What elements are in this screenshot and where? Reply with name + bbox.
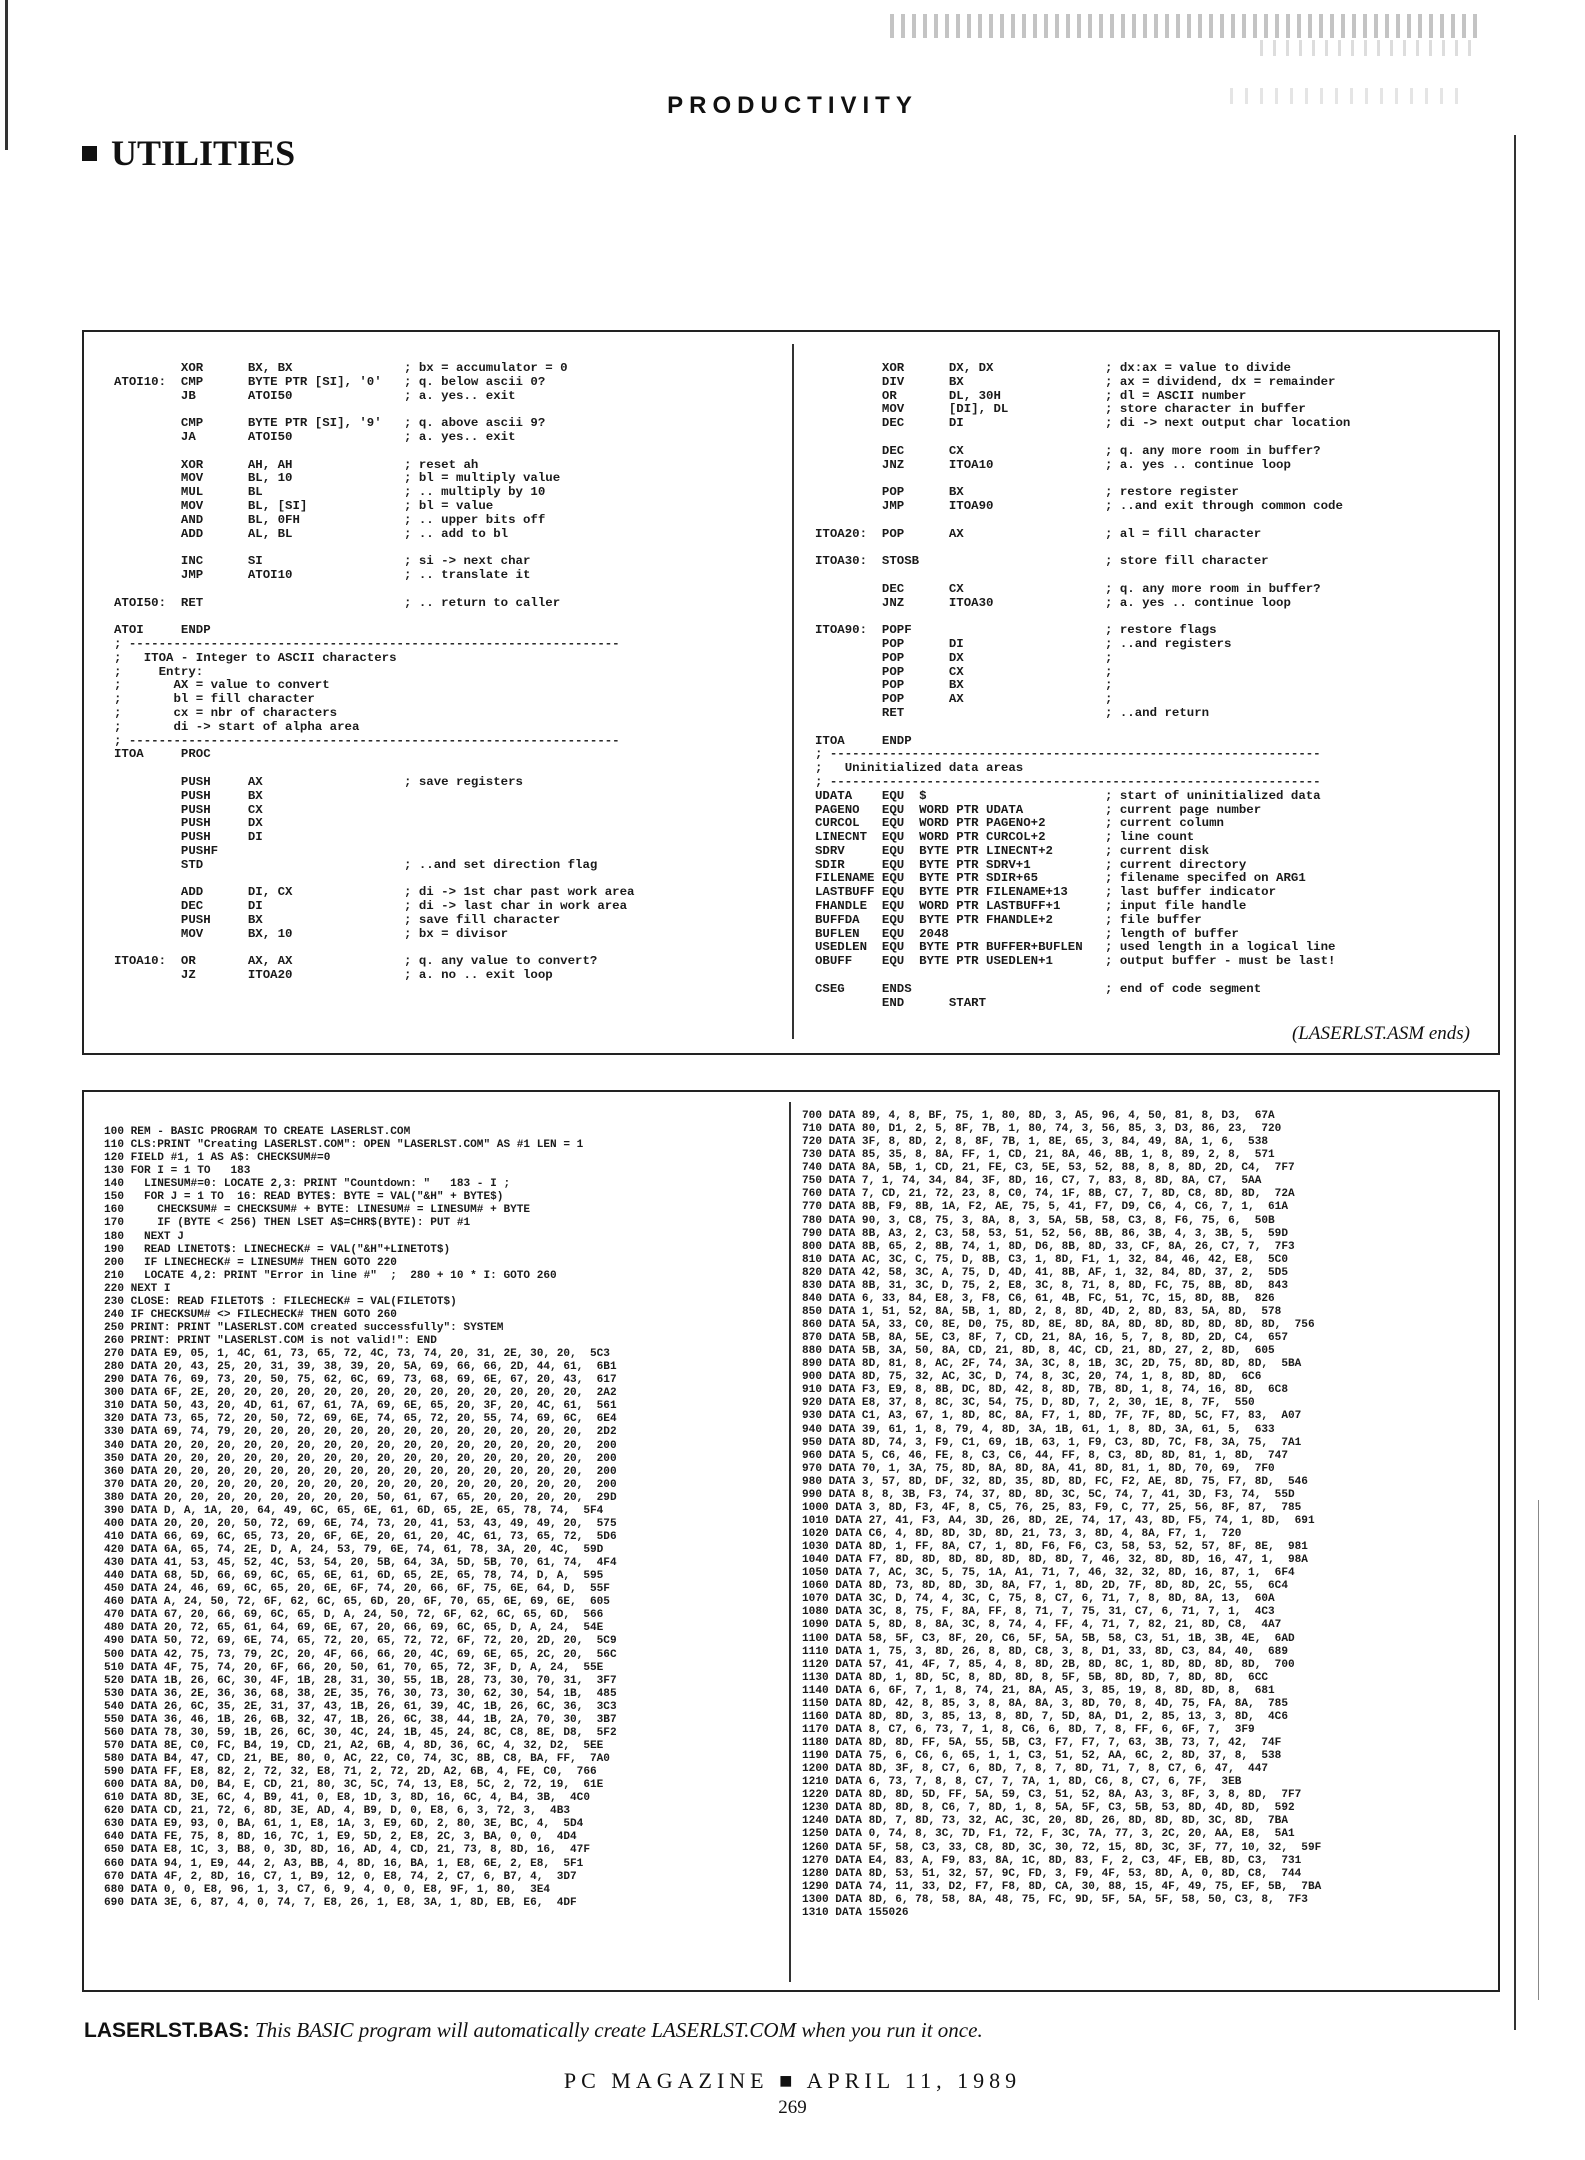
asm-listing-left: XOR BX, BX ; bx = accumulator = 0 ATOI10: CMP BYTE PTR [SI], '0' ; q. below ascii 0? JB ATOI50 ; a. yes.. exit CMP BYTE PTR [SI], '9' ; q. above ascii 9? JA ATOI50 ; a. yes.. exit XOR AH, AH ; reset ah MOV BL, 10 ; bl = multiply value MUL BL ; .. multiply by 10 MOV BL, [SI] ; bl = value AND BL, 0FH ; .. upper bits off ADD AL, BL ; .. add to bl INC SI ; si -> next char JMP ATOI10 ; .. translate it ATOI50: RET ; .. return to caller ATOI ENDP ; ------------------------------------------------------------------ ; ITOA - Integer to ASCII characters ; Entry: ; AX = value to convert ; bl = fill character ; cx = nbr of characters ; di -> start of alpha area ; ------------------------------------------------------------------ ITOA PROC PUSH AX ; save registers PUSH BX PUSH CX PUSH DX PUSH DI PUSHF STD ; ..and set direction flag ADD DI, CX ; di -> 1st char past work area DEC DI ; di -> last char in work area PUSH BX ; save fill character MOV BX, 10 ; bx = divisor ITOA10: OR AX, AX ; q. any value to convert? JZ ITOA20 ; a. no .. exit loop <box>114 361 635 983</box>
bas-listing-left: 100 REM - BASIC PROGRAM TO CREATE LASERLST.COM 110 CLS:PRINT "Creating LASERLST.COM": OPEN "LASERLST.COM" AS #1 LEN = 1 120 FIELD #1, 1 AS A$: CHECKSUM#=0 130 FOR I = 1 TO 183 140 LINESUM#=0: LOCATE 2,3: PRINT "Countdown: " 183 - I ; 150 FOR J = 1 TO 16: READ BYTE$: BYTE = VAL("&H" + BYTE$) 160 CHECKSUM# = CHECKSUM# + BYTE: LINESUM# = LINESUM# + BYTE 170 IF (BYTE < 256) THEN LSET A$=CHR$(BYTE): PUT #1 180 NEXT J 190 READ LINETOT$: LINECHECK# = VAL("&H"+LINETOT$) 200 IF LINECHECK# = LINESUM# THEN GOTO 220 210 LOCATE 4,2: PRINT "Error in line #" ; 280 + 10 * I: GOTO 260 220 NEXT I 230 CLOSE: READ FILETOT$ : FILECHECK# = VAL(FILETOT$) 240 IF CHECKSUM# <> FILECHECK# THEN GOTO 260 250 PRINT: PRINT "LASERLST.COM created successfully": SYSTEM 260 PRINT: PRINT "LASERLST.COM is not valid!": END 270 DATA E9, 05, 1, 4C, 61, 73, 65, 72, 4C, 73, 74, 20, 31, 2E, 30, 20, 5C3 280 DATA 20, 43, 25, 20, 31, 39, 38, 39, 20, 5A, 69, 66, 66, 2D, 44, 61, 6B1 290 DATA 76, 69, 73, 20, 50, 75, 62, 6C, 69, 73, 68, 69, 6E, 67, 20, 43, 617 300 DATA 6F, 2E, 20, 20, 20, 20, 20, 20, 20, 20, 20, 20, 20, 20, 20, 20, 2A2 310 DATA 50, 43, 20, 4D, 61, 67, 61, 7A, 69, 6E, 65, 20, 3F, 20, 4C, 61, 561 320 DATA 73, 65, 72, 20, 50, 72, 69, 6E, 74, 65, 72, 20, 55, 74, 69, 6C, 6E4 330 DATA 69, 74, 79, 20, 20, 20, 20, 20, 20, 20, 20, 20, 20, 20, 20, 20, 2D2 340 DATA 20, 20, 20, 20, 20, 20, 20, 20, 20, 20, 20, 20, 20, 20, 20, 20, 200 350 DATA 20, 20, 20, 20, 20, 20, 20, 20, 20, 20, 20, 20, 20, 20, 20, 20, 200 360 DATA 20, 20, 20, 20, 20, 20, 20, 20, 20, 20, 20, 20, 20, 20, 20, 20, 200 370 DATA 20, 20, 20, 20, 20, 20, 20, 20, 20, 20, 20, 20, 20, 20, 20, 20, 200 380 DATA 20, 20, 20, 20, 20, 20, 20, 20, 50, 61, 67, 65, 20, 20, 20, 20, 29D 390 DATA D, A, 1A, 20, 64, 49, 6C, 65, 6E, 61, 6D, 65, 2E, 65, 78, 74, 5F4 400 DATA 20, 20, 20, 50, 72, 69, 6E, 74, 73, 20, 41, 53, 43, 49, 49, 20, 575 410 DATA 66, 69, 6C, 65, 73, 20, 6F, 6E, 20, 61, 20, 4C, 61, 73, 65, 72, 5D6 420 DATA 6A, 65, 74, 2E, D, A, 24, 53, 79, 6E, 74, 61, 78, 3A, 20, 4C, 59D 430 DATA 41, 53, 45, 52, 4C, 53, 54, 20, 5B, 64, 3A, 5D, 5B, 70, 61, 74, 4F4 440 DATA 68, 5D, 66, 69, 6C, 65, 6E, 61, 6D, 65, 2E, 65, 78, 74, D, A, 595 450 DATA 24, 46, 69, 6C, 65, 20, 6E, 6F, 74, 20, 66, 6F, 75, 6E, 64, D, 55F 460 DATA A, 24, 50, 72, 6F, 62, 6C, 65, 6D, 20, 6F, 70, 65, 6E, 69, 6E, 605 470 DATA 67, 20, 66, 69, 6C, 65, D, A, 24, 50, 72, 6F, 62, 6C, 65, 6D, 566 480 DATA 20, 72, 65, 61, 64, 69, 6E, 67, 20, 66, 69, 6C, 65, D, A, 24, 54E 490 DATA 50, 72, 69, 6E, 74, 65, 72, 20, 65, 72, 72, 6F, 72, 20, 2D, 20, 5C9 500 DATA 42, 75, 73, 79, 2C, 20, 4F, 66, 66, 20, 4C, 69, 6E, 65, 2C, 20, 56C 510 DATA 4F, 75, 74, 20, 6F, 66, 20, 50, 61, 70, 65, 72, 3F, D, A, 24, 55E 520 DATA 1B, 26, 6C, 30, 4F, 1B, 28, 31, 30, 55, 1B, 28, 73, 30, 70, 31, 3F7 530 DATA 36, 2E, 36, 36, 68, 38, 2E, 35, 76, 30, 73, 30, 62, 30, 54, 1B, 485 540 DATA 26, 6C, 35, 2E, 31, 37, 43, 1B, 26, 61, 39, 4C, 1B, 26, 6C, 36, 3C3 550 DATA 36, 46, 1B, 26, 6B, 32, 47, 1B, 26, 6C, 38, 44, 1B, 2A, 70, 30, 3B7 560 DATA 78, 30, 59, 1B, 26, 6C, 30, 4C, 24, 1B, 45, 24, 8C, C8, 8E, D8, 5F2 570 DATA 8E, C0, FC, B4, 19, CD, 21, A2, 6B, 4, 8D, 36, 6C, 4, 32, D2, 5EE 580 DATA B4, 47, CD, 21, BE, 80, 0, AC, 22, C0, 74, 3C, 8B, C8, BA, FF, 7A0 590 DATA FF, E8, 82, 2, 72, 32, E8, 71, 2, 72, 2D, A2, 6B, 4, FE, C0, 766 600 DATA 8A, D0, B4, E, CD, 21, 80, 3C, 5C, 74, 13, E8, 5C, 2, 72, 19, 61E 610 DATA 8D, 3E, 6C, 4, B9, 41, 0, E8, 1D, 3, 8D, 16, 6C, 4, B4, 3B, 4C0 620 DATA CD, 21, 72, 6, 8D, 3E, AD, 4, B9, D, 0, E8, 6, 3, 72, 3, 4B3 630 DATA E9, 93, 0, BA, 61, 1, E8, 1A, 3, E9, 6D, 2, 80, 3E, BC, 4, 5D4 640 DATA FE, 75, 8, 8D, 16, 7C, 1, E9, 5D, 2, E8, 2C, 3, BA, 0, 0, 4D4 650 DATA E8, 1C, 3, B8, 0, 3D, 8D, 16, AD, 4, CD, 21, 73, 8, 8D, 16, 47F 660 DATA 94, 1, E9, 44, 2, A3, BB, 4, 8D, 16, BA, 1, E8, 6E, 2, E8, 5F1 670 DATA 4F, 2, 8D, 16, C7, 1, B9, 12, 0, E8, 74, 2, C7, 6, B7, 4, 3D7 680 DATA 0, 0, E8, 96, 1, 3, C7, 6, 9, 4, 0, 0, E8, 9F, 1, 80, 3E4 690 DATA 3E, 6, 87, 4, 0, 74, 7, E8, 26, 1, E8, 3A, 1, 8D, EB, E6, 4DF <box>104 1126 617 1909</box>
caption-text: This BASIC program will automatically create LASERLST.COM when you run it once. <box>254 2018 983 2042</box>
page-number: 269 <box>778 2097 807 2118</box>
section-title <box>82 132 295 174</box>
asm-listing-box <box>82 330 1500 1055</box>
column-divider <box>792 344 794 1039</box>
scan-noise <box>890 14 1480 38</box>
square-bullet-icon <box>82 146 97 161</box>
page-edge-line <box>1514 135 1516 2030</box>
section-header: PRODUCTIVITY <box>667 92 918 119</box>
page-edge-line <box>5 0 8 150</box>
bas-listing-box <box>82 1090 1500 1992</box>
column-divider <box>789 1102 791 1982</box>
asm-end-caption: (LASERLST.ASM ends) <box>1291 1023 1470 1044</box>
page-edge-line <box>1538 1500 1539 2000</box>
figure-caption <box>84 2018 983 2043</box>
scan-noise <box>1260 40 1480 56</box>
bas-listing-right: 700 DATA 89, 4, 8, BF, 75, 1, 80, 8D, 3, A5, 96, 4, 50, 81, 8, D3, 67A 710 DATA 80, D1, 2, 5, 8F, 7B, 1, 80, 74, 3, 56, 85, 3, D3, 86, 23, 720 720 DATA 3F, 8, 8D, 2, 8, 8F, 7B, 1, 8E, 65, 3, 84, 49, 8A, 1, 6, 538 730 DATA 85, 35, 8, 8A, FF, 1, CD, 21, 8A, 46, 8B, 1, 8, 89, 2, 8, 571 740 DATA 8A, 5B, 1, CD, 21, FE, C3, 5E, 53, 52, 88, 8, 8, 8D, 2D, C4, 7F7 750 DATA 7, 1, 74, 34, 84, 3F, 8D, 16, C7, 7, 83, 8, 8D, 8A, C7, 5AA 760 DATA 7, CD, 21, 72, 23, 8, C0, 74, 1F, 8B, C7, 7, 8D, C8, 8D, 8D, 72A 770 DATA 8B, F9, 8B, 1A, F2, AE, 75, 5, 41, F7, D9, C6, 4, C6, 7, 1, 61A 780 DATA 90, 3, C8, 75, 3, 8A, 8, 3, 5A, 5B, 58, C3, 8, F6, 75, 6, 50B 790 DATA 8B, A3, 2, C3, 58, 53, 51, 52, 56, 8B, 86, 3B, 4, 3, 3B, 5, 59D 800 DATA 8B, 65, 2, 8B, 74, 1, 8D, D6, 8B, 8D, 33, CF, 8A, 26, C7, 7, 7F3 810 DATA AC, 3C, C, 75, D, 8B, C3, 1, 8D, F1, 1, 32, 84, 46, 42, E8, 5C0 820 DATA 42, 58, 3C, A, 75, D, 4D, 41, 8B, AF, 1, 32, 84, 8D, 37, 2, 5D5 830 DATA 8B, 31, 3C, D, 75, 2, E8, 3C, 8, 71, 8, 8D, FC, 75, 8B, 8D, 843 840 DATA 6, 33, 84, E8, 3, F8, C6, 61, 4B, FC, 51, 7C, 15, 8D, 8B, 826 850 DATA 1, 51, 52, 8A, 5B, 1, 8D, 2, 8, 8D, 4D, 2, 8D, 83, 5A, 8D, 578 860 DATA 5A, 33, C0, 8E, D0, 75, 8D, 8E, 8D, 8A, 8D, 8D, 8D, 8D, 8D, 8D, 756 870 DATA 5B, 8A, 5E, C3, 8F, 7, CD, 21, 8A, 16, 5, 7, 8, 8D, 2D, C4, 657 880 DATA 5B, 3A, 50, 8A, CD, 21, 8D, 8, 4C, CD, 21, 8D, 27, 2, 8D, 605 890 DATA 8D, 81, 8, AC, 2F, 74, 3A, 3C, 8, 1B, 3C, 2D, 75, 8D, 8D, 8D, 5BA 900 DATA 8D, 75, 32, AC, 3C, D, 74, 8, 3C, 20, 74, 1, 8, 8D, 8D, 6C6 910 DATA F3, E9, 8, 8B, DC, 8D, 42, 8, 8D, 7B, 8D, 1, 8, 74, 16, 8D, 6C8 920 DATA E8, 37, 8, 8C, 3C, 54, 75, D, 8D, 7, 2, 30, 1E, 8, 7F, 550 930 DATA C1, A3, 67, 1, 8D, 8C, 8A, F7, 1, 8D, 7F, 7F, 8D, 5C, F7, 83, A07 940 DATA 39, 61, 1, 8, 79, 4, 8D, 3A, 1B, 61, 1, 8, 8D, 3A, 61, 5, 633 950 DATA 8D, 74, 3, F9, C1, 69, 1B, 63, 1, F9, C3, 8D, 7C, F8, 3A, 75, 7A1 960 DATA 5, C6, 46, FE, 8, C3, C6, 44, FF, 8, C3, 8D, 8D, 81, 1, 8D, 747 970 DATA 70, 1, 3A, 75, 8D, 8A, 8D, 8A, 41, 8D, 81, 1, 8D, 70, 69, 7F0 980 DATA 3, 57, 8D, DF, 32, 8D, 35, 8D, 8D, FC, F2, AE, 8D, 75, F7, 8D, 546 990 DATA 8, 8, 3B, F3, 74, 37, 8D, 8D, 3C, 5C, 74, 7, 41, 3D, F3, 74, 55D 1000 DATA 3, 8D, F3, 4F, 8, C5, 76, 25, 83, F9, C, 77, 25, 56, 8F, 87, 785 1010 DATA 27, 41, F3, A4, 3D, 26, 8D, 2E, 74, 17, 43, 8D, F5, 74, 1, 8D, 691 1020 DATA C6, 4, 8D, 8D, 3D, 8D, 21, 73, 3, 8D, 4, 8A, F7, 1, 720 1030 DATA 8D, 1, FF, 8A, C7, 1, 8D, F6, F6, C3, 58, 53, 52, 57, 8F, 8E, 981 1040 DATA F7, 8D, 8D, 8D, 8D, 8D, 8D, 8D, 7, 46, 32, 8D, 8D, 16, 47, 1, 98A 1050 DATA 7, AC, 3C, 5, 75, 1A, A1, 71, 7, 46, 32, 32, 8D, 16, 87, 1, 6F4 1060 DATA 8D, 73, 8D, 8D, 3D, 8A, F7, 1, 8D, 2D, 7F, 8D, 8D, 2C, 55, 6C4 1070 DATA 3C, D, 74, 4, 3C, C, 75, 8, C7, 6, 71, 7, 8, 8D, 8A, 13, 60A 1080 DATA 3C, 8, 75, F, 8A, FF, 8, 71, 7, 75, 31, C7, 6, 71, 7, 1, 4C3 1090 DATA 5, 8D, 8, 8A, 3C, 8, 74, 4, FF, 4, 71, 7, 82, 21, 8D, C8, 4A7 1100 DATA 58, 5F, C3, 8F, 20, C6, 5F, 5A, 5B, 58, C3, 51, 1B, 3B, 4E, 6AD 1110 DATA 1, 75, 3, 8D, 26, 8, 8D, C8, 3, 8, D1, 33, 8D, C3, 84, 40, 689 1120 DATA 57, 41, 4F, 7, 85, 4, 8, 8D, 2B, 8D, 8C, 1, 8D, 8D, 8D, 8D, 700 1130 DATA 8D, 1, 8D, 5C, 8, 8D, 8D, 8, 5F, 5B, 8D, 8D, 7, 8D, 8D, 6CC 1140 DATA 6, 6F, 7, 1, 8, 74, 21, 8A, A5, 3, 85, 19, 8, 8D, 8D, 8, 681 1150 DATA 8D, 42, 8, 85, 3, 8, 8A, 8A, 3, 8D, 70, 8, 4D, 75, FA, 8A, 785 1160 DATA 8D, 8D, 3, 85, 13, 8, 8D, 7, 5D, 8A, D1, 2, 85, 13, 3, 8D, 4C6 1170 DATA 8, C7, 6, 73, 7, 1, 8, C6, 6, 8D, 7, 8, FF, 6, 6F, 7, 3F9 1180 DATA 8D, 8D, FF, 5A, 55, 5B, C3, F7, F7, 7, 63, 3B, 73, 7, 42, 74F 1190 DATA 75, 6, C6, 6, 65, 1, 1, C3, 51, 52, AA, 6C, 2, 8D, 37, 8, 538 1200 DATA 8D, 3F, 8, C7, 6, 8D, 7, 8, 7, 8D, 71, 7, 8, C7, 6, 47, 447 1210 DATA 6, 73, 7, 8, 8, C7, 7, 7A, 1, 8D, C6, 8, C7, 6, 7F, 3EB 1220 DATA 8D, 8D, 5D, FF, 5A, 59, C3, 51, 52, 8A, A3, 3, 8F, 3, 8, 8D, 7F7 1230 DATA 8D, 8D, 8, C6, 7, 8D, 1, 8, 5A, 5F, C3, 5B, 53, 8D, 4D, 8D, 592 1240 DATA 8D, 7, 8D, 73, 32, AC, 3C, 20, 8D, 26, 8D, 8D, 8D, 3C, 8D, 7BA 1250 DATA 0, 74, 8, 3C, 7D, F1, 72, F, 3C, 7A, 77, 3, 2C, 20, AA, E8, 5A1 1260 DATA 5F, 58, C3, 33, C8, 8D, 3C, 30, 72, 15, 8D, 3C, 3F, 77, 10, 32, 59F 1270 DATA E4, 83, A, F9, 83, 8A, 1C, 8D, 83, F, 2, C3, 4F, EB, 8D, C3, 731 1280 DATA 8D, 53, 51, 32, 57, 9C, FD, 3, F9, 4F, 53, 8D, A, 0, 8D, C8, 744 1290 DATA 74, 11, 33, D2, F7, F8, 8D, CA, 30, 88, 15, 4F, 49, 75, EF, 5B, 7BA 1300 DATA 8D, 6, 78, 58, 8A, 48, 75, FC, 9D, 5F, 5A, 5F, 58, 50, C3, 8, 7F3 1310 DATA 155026 <box>802 1110 1322 1919</box>
section-title-text: UTILITIES <box>111 133 296 173</box>
asm-listing-right: XOR DX, DX ; dx:ax = value to divide DIV BX ; ax = dividend, dx = remainder OR DL, 30H ; dl = ASCII number MOV [DI], DL ; store character in buffer DEC DI ; di -> next output char location DEC CX ; q. any more room in buffer? JNZ ITOA10 ; a. yes .. continue loop POP BX ; restore register JMP ITOA90 ; ..and exit through common code ITOA20: POP AX ; al = fill character ITOA30: STOSB ; store fill character DEC CX ; q. any more room in buffer? JNZ ITOA30 ; a. yes .. continue loop ITOA90: POPF ; restore flags POP DI ; ..and registers POP DX ; POP CX ; POP BX ; POP AX ; RET ; ..and return ITOA ENDP ; ------------------------------------------------------------------ ; Uninitialized data areas ; ------------------------------------------------------------------ UDATA EQU $ ; start of uninitialized data PAGENO EQU WORD PTR UDATA ; current page number CURCOL EQU WORD PTR PAGENO+2 ; current column LINECNT EQU WORD PTR CURCOL+2 ; line count SDRV EQU BYTE PTR LINECNT+2 ; current disk SDIR EQU BYTE PTR SDRV+1 ; current directory FILENAME EQU BYTE PTR SDIR+65 ; filename specifed on ARG1 LASTBUFF EQU BYTE PTR FILENAME+13 ; last buffer indicator FHANDLE EQU WORD PTR LASTBUFF+1 ; input file handle BUFFDA EQU BYTE PTR FHANDLE+2 ; file buffer BUFLEN EQU 2048 ; length of buffer USEDLEN EQU BYTE PTR BUFFER+BUFLEN ; used length in a logical line OBUFF EQU BYTE PTR USEDLEN+1 ; output buffer - must be last! CSEG ENDS ; end of code segment END START <box>815 361 1351 1010</box>
footer-magazine: PC MAGAZINE ■ APRIL 11, 1989 <box>563 2068 1022 2093</box>
caption-label: LASERLST.BAS: <box>84 2019 250 2042</box>
